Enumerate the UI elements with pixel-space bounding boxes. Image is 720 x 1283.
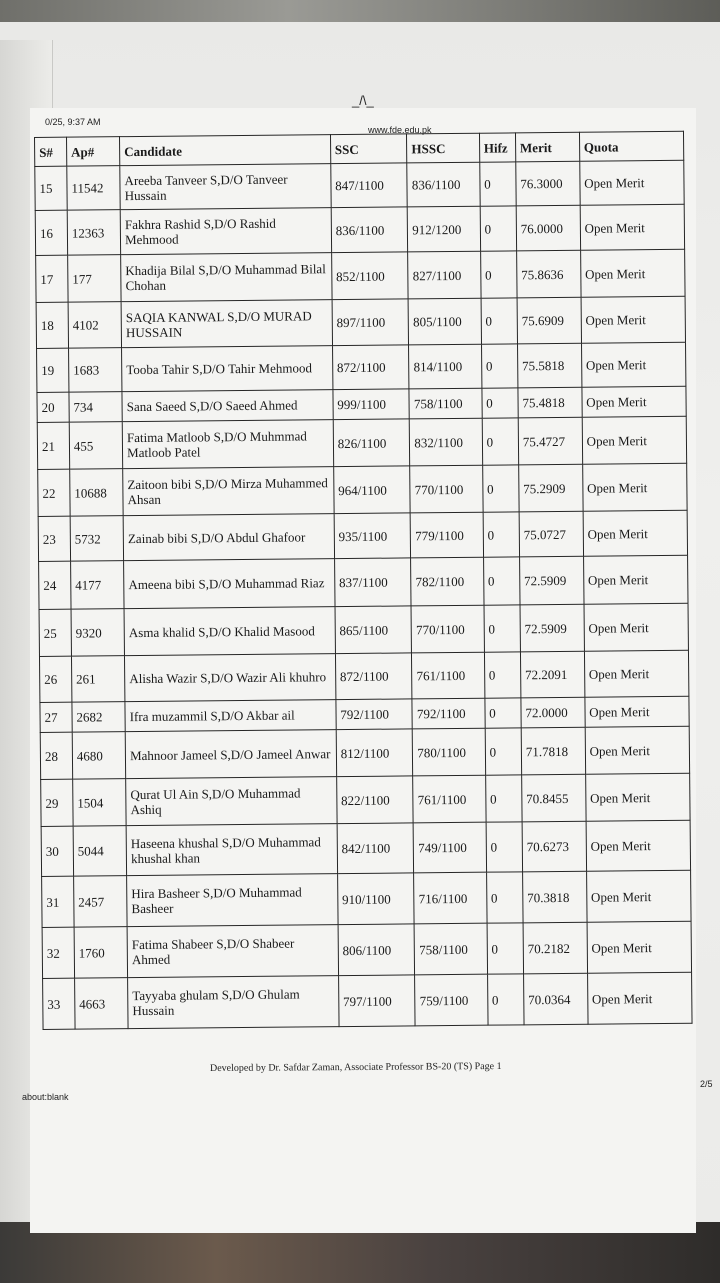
hifz-cell: 0 — [484, 605, 521, 652]
header-hifz: Hifz — [479, 133, 515, 162]
application-cell: 1683 — [68, 348, 122, 393]
quota-cell: Open Merit — [585, 726, 690, 774]
browser-url: about:blank — [22, 1092, 69, 1102]
serial-cell: 31 — [42, 876, 74, 927]
application-cell: 4663 — [74, 978, 128, 1030]
hifz-cell: 0 — [487, 923, 524, 974]
header-quota: Quota — [579, 131, 684, 161]
candidate-cell: Haseena khushal S,D/O Muhammad khushal khan — [126, 824, 337, 876]
header-candidate: Candidate — [120, 135, 331, 166]
header-ssc: SSC — [330, 134, 407, 164]
hifz-cell: 0 — [479, 162, 516, 206]
hifz-cell: 0 — [480, 206, 517, 251]
ssc-cell: 837/1100 — [334, 558, 411, 607]
serial-cell: 18 — [36, 302, 68, 348]
table-row — [40, 726, 689, 779]
hssc-cell: 749/1100 — [413, 822, 486, 873]
hssc-cell: 827/1100 — [408, 251, 481, 299]
ssc-cell: 872/1100 — [335, 653, 412, 700]
hssc-cell: 814/1100 — [409, 344, 482, 389]
hifz-cell: 0 — [481, 344, 518, 388]
serial-cell: 33 — [43, 978, 75, 1029]
hssc-cell: 758/1100 — [414, 923, 487, 975]
quota-cell: Open Merit — [580, 249, 685, 297]
candidate-cell: Tooba Tahir S,D/O Tahir Mehmood — [122, 346, 333, 392]
serial-cell: 15 — [35, 166, 67, 210]
candidate-cell: Mahnoor Jameel S,D/O Jameel Anwar — [125, 730, 336, 779]
serial-cell: 16 — [35, 210, 67, 255]
hssc-cell: 758/1100 — [409, 388, 482, 419]
ssc-cell: 806/1100 — [338, 924, 415, 976]
candidate-cell: Tayyaba ghulam S,D/O Ghulam Hussain — [128, 976, 339, 1029]
table-row — [39, 650, 688, 702]
ssc-cell: 836/1100 — [331, 207, 408, 253]
serial-cell: 32 — [42, 927, 74, 978]
merit-cell: 75.0727 — [519, 511, 583, 557]
hssc-cell: 836/1100 — [407, 162, 480, 207]
hssc-cell: 782/1100 — [411, 557, 484, 606]
ssc-cell: 935/1100 — [334, 513, 411, 559]
serial-cell: 25 — [39, 609, 71, 656]
quota-cell: Open Merit — [587, 972, 692, 1024]
merit-cell: 70.8455 — [522, 774, 586, 822]
hifz-cell: 0 — [482, 388, 518, 418]
application-cell: 1504 — [73, 779, 127, 827]
quota-cell: Open Merit — [579, 160, 684, 205]
candidate-cell: Fatima Matloob S,D/O Muhmmad Matloob Patel — [122, 420, 333, 469]
table-row — [37, 416, 686, 469]
hssc-cell: 792/1100 — [412, 698, 485, 729]
serial-cell: 23 — [38, 516, 70, 561]
quota-cell: Open Merit — [583, 555, 688, 604]
table-row — [43, 972, 692, 1029]
application-cell: 5044 — [73, 826, 127, 877]
print-timestamp: 0/25, 9:37 AM — [45, 117, 101, 127]
table-row — [35, 160, 684, 210]
hifz-cell: 0 — [484, 652, 521, 698]
hifz-cell: 0 — [486, 822, 523, 872]
merit-cell: 71.7818 — [521, 727, 585, 775]
hssc-cell: 759/1100 — [415, 974, 488, 1026]
merit-cell: 70.3818 — [522, 871, 586, 923]
table-row — [39, 603, 688, 656]
hifz-cell: 0 — [480, 251, 517, 298]
hifz-cell: 0 — [485, 728, 522, 775]
merit-cell: 75.5818 — [517, 343, 581, 388]
serial-cell: 30 — [41, 826, 73, 876]
merit-cell: 72.5909 — [520, 604, 584, 652]
serial-cell: 22 — [38, 469, 70, 516]
application-cell: 12363 — [67, 210, 121, 256]
candidate-cell: Fakhra Rashid S,D/O Rashid Mehmood — [120, 208, 331, 255]
candidate-cell: Areeba Tanveer S,D/O Tanveer Hussain — [120, 164, 331, 210]
table-row — [42, 921, 691, 978]
hssc-cell: 805/1100 — [408, 298, 481, 345]
table-row — [38, 463, 687, 516]
ssc-cell: 797/1100 — [338, 975, 415, 1027]
hssc-cell: 770/1100 — [410, 465, 483, 513]
serial-cell: 27 — [40, 702, 72, 732]
quota-cell: Open Merit — [587, 921, 692, 973]
quota-cell: Open Merit — [582, 463, 687, 511]
serial-cell: 20 — [37, 392, 69, 422]
ssc-cell: 847/1100 — [331, 163, 408, 208]
application-cell: 2457 — [74, 876, 128, 928]
merit-cell: 75.4727 — [518, 417, 582, 465]
merit-cell: 72.0000 — [521, 697, 585, 728]
quota-cell: Open Merit — [581, 342, 686, 387]
merit-cell: 76.3000 — [516, 161, 580, 206]
merit-cell: 75.2909 — [519, 464, 583, 512]
candidate-cell: Hira Basheer S,D/O Muhammad Basheer — [127, 874, 338, 927]
table-row — [41, 820, 690, 876]
merit-cell: 76.0000 — [516, 205, 580, 251]
table-body — [35, 160, 692, 1029]
quota-cell: Open Merit — [582, 416, 687, 464]
quota-cell: Open Merit — [586, 870, 691, 922]
hifz-cell: 0 — [483, 512, 520, 557]
page-footer: Developed by Dr. Safdar Zaman, Associate Professor BS-20 (TS) Page 1 — [209, 1060, 502, 1075]
table-row — [39, 555, 688, 609]
quota-cell: Open Merit — [584, 603, 689, 651]
hssc-cell: 761/1100 — [412, 652, 485, 699]
candidate-cell: Sana Saeed S,D/O Saeed Ahmed — [122, 390, 333, 422]
ssc-cell: 964/1100 — [333, 466, 410, 514]
page-mark: _/\_ — [352, 93, 374, 108]
application-cell: 4102 — [68, 302, 122, 349]
serial-cell: 24 — [39, 561, 71, 609]
application-cell: 4680 — [72, 732, 126, 780]
application-cell: 1760 — [74, 927, 128, 979]
application-cell: 455 — [69, 422, 123, 470]
hifz-cell: 0 — [487, 974, 524, 1025]
ssc-cell: 826/1100 — [333, 419, 410, 467]
serial-cell: 17 — [36, 255, 68, 302]
ssc-cell: 865/1100 — [335, 606, 412, 654]
hifz-cell: 0 — [482, 418, 519, 465]
serial-cell: 29 — [41, 779, 73, 826]
candidate-cell: Ameena bibi S,D/O Muhammad Riaz — [124, 559, 335, 609]
table-row — [38, 510, 687, 561]
merit-cell: 70.0364 — [523, 973, 587, 1025]
candidate-cell: Ifra muzammil S,D/O Akbar ail — [125, 700, 336, 732]
application-cell: 261 — [71, 656, 125, 703]
quota-cell: Open Merit — [580, 204, 685, 250]
serial-cell: 28 — [40, 732, 72, 779]
merit-cell: 72.2091 — [520, 651, 584, 698]
application-cell: 2682 — [72, 702, 125, 733]
merit-cell: 75.8636 — [516, 250, 580, 298]
table-row — [41, 773, 690, 826]
candidate-cell: Zainab bibi S,D/O Abdul Ghafoor — [123, 514, 334, 561]
hifz-cell: 0 — [486, 872, 523, 923]
header-application: Ap# — [66, 137, 119, 167]
hssc-cell: 832/1100 — [410, 418, 483, 466]
hssc-cell: 761/1100 — [413, 775, 486, 823]
candidate-cell: Alisha Wazir S,D/O Wazir Ali khuhro — [125, 654, 336, 702]
table-row — [42, 870, 691, 927]
page-count: 2/5 — [700, 1079, 713, 1089]
quota-cell: Open Merit — [585, 696, 690, 727]
quota-cell: Open Merit — [582, 386, 687, 417]
header-serial: S# — [35, 137, 67, 166]
quota-cell: Open Merit — [581, 296, 686, 343]
application-cell: 177 — [68, 255, 122, 303]
ssc-cell: 897/1100 — [332, 299, 409, 346]
hifz-cell: 0 — [482, 465, 519, 512]
table-row — [37, 342, 686, 392]
application-cell: 9320 — [71, 609, 125, 657]
ssc-cell: 910/1100 — [337, 873, 414, 925]
quota-cell: Open Merit — [585, 773, 690, 821]
candidate-cell: Asma khalid S,D/O Khalid Masood — [124, 607, 335, 656]
application-cell: 10688 — [70, 469, 124, 517]
merit-list-table — [34, 131, 693, 1030]
hssc-cell: 779/1100 — [410, 512, 483, 558]
candidate-cell: Qurat Ul Ain S,D/O Muhammad Ashiq — [126, 777, 337, 826]
candidate-cell: Khadija Bilal S,D/O Muhammad Bilal Chohan — [121, 253, 332, 302]
serial-cell: 26 — [39, 656, 71, 702]
hifz-cell: 0 — [483, 557, 520, 605]
merit-cell: 75.6909 — [517, 297, 581, 344]
candidate-cell: Fatima Shabeer S,D/O Shabeer Ahmed — [127, 925, 338, 978]
hssc-cell: 716/1100 — [414, 872, 487, 924]
serial-cell: 19 — [37, 348, 69, 392]
application-cell: 5732 — [70, 516, 124, 562]
hssc-cell: 780/1100 — [413, 728, 486, 776]
candidate-cell: SAQIA KANWAL S,D/O MURAD HUSSAIN — [121, 300, 332, 348]
merit-cell: 70.2182 — [523, 922, 587, 974]
merit-cell: 70.6273 — [522, 821, 586, 872]
table-row — [36, 296, 685, 348]
ssc-cell: 792/1100 — [336, 699, 413, 730]
application-cell: 11542 — [67, 166, 121, 211]
ssc-cell: 812/1100 — [336, 729, 413, 777]
hssc-cell: 912/1200 — [408, 206, 481, 252]
table-row — [35, 204, 684, 255]
serial-cell: 21 — [37, 422, 69, 469]
ssc-cell: 842/1100 — [337, 823, 414, 874]
hssc-cell: 770/1100 — [411, 605, 484, 653]
quota-cell: Open Merit — [583, 510, 688, 556]
quota-cell: Open Merit — [586, 820, 691, 871]
merit-cell: 75.4818 — [518, 387, 582, 418]
hifz-cell: 0 — [485, 698, 521, 728]
quota-cell: Open Merit — [584, 650, 689, 697]
application-cell: 734 — [69, 392, 122, 423]
table-row — [36, 249, 685, 302]
merit-cell: 72.5909 — [519, 556, 583, 605]
ssc-cell: 872/1100 — [332, 345, 409, 390]
ssc-cell: 852/1100 — [331, 252, 408, 300]
header-merit: Merit — [515, 132, 579, 162]
application-cell: 4177 — [70, 561, 124, 610]
hifz-cell: 0 — [481, 298, 518, 344]
ssc-cell: 999/1100 — [333, 389, 410, 420]
ssc-cell: 822/1100 — [336, 776, 413, 824]
print-site-url: www.fde.edu.pk — [368, 125, 432, 135]
candidate-cell: Zaitoon bibi S,D/O Mirza Muhammed Ahsan — [123, 467, 334, 516]
hifz-cell: 0 — [485, 775, 522, 822]
header-hssc: HSSC — [407, 133, 480, 163]
